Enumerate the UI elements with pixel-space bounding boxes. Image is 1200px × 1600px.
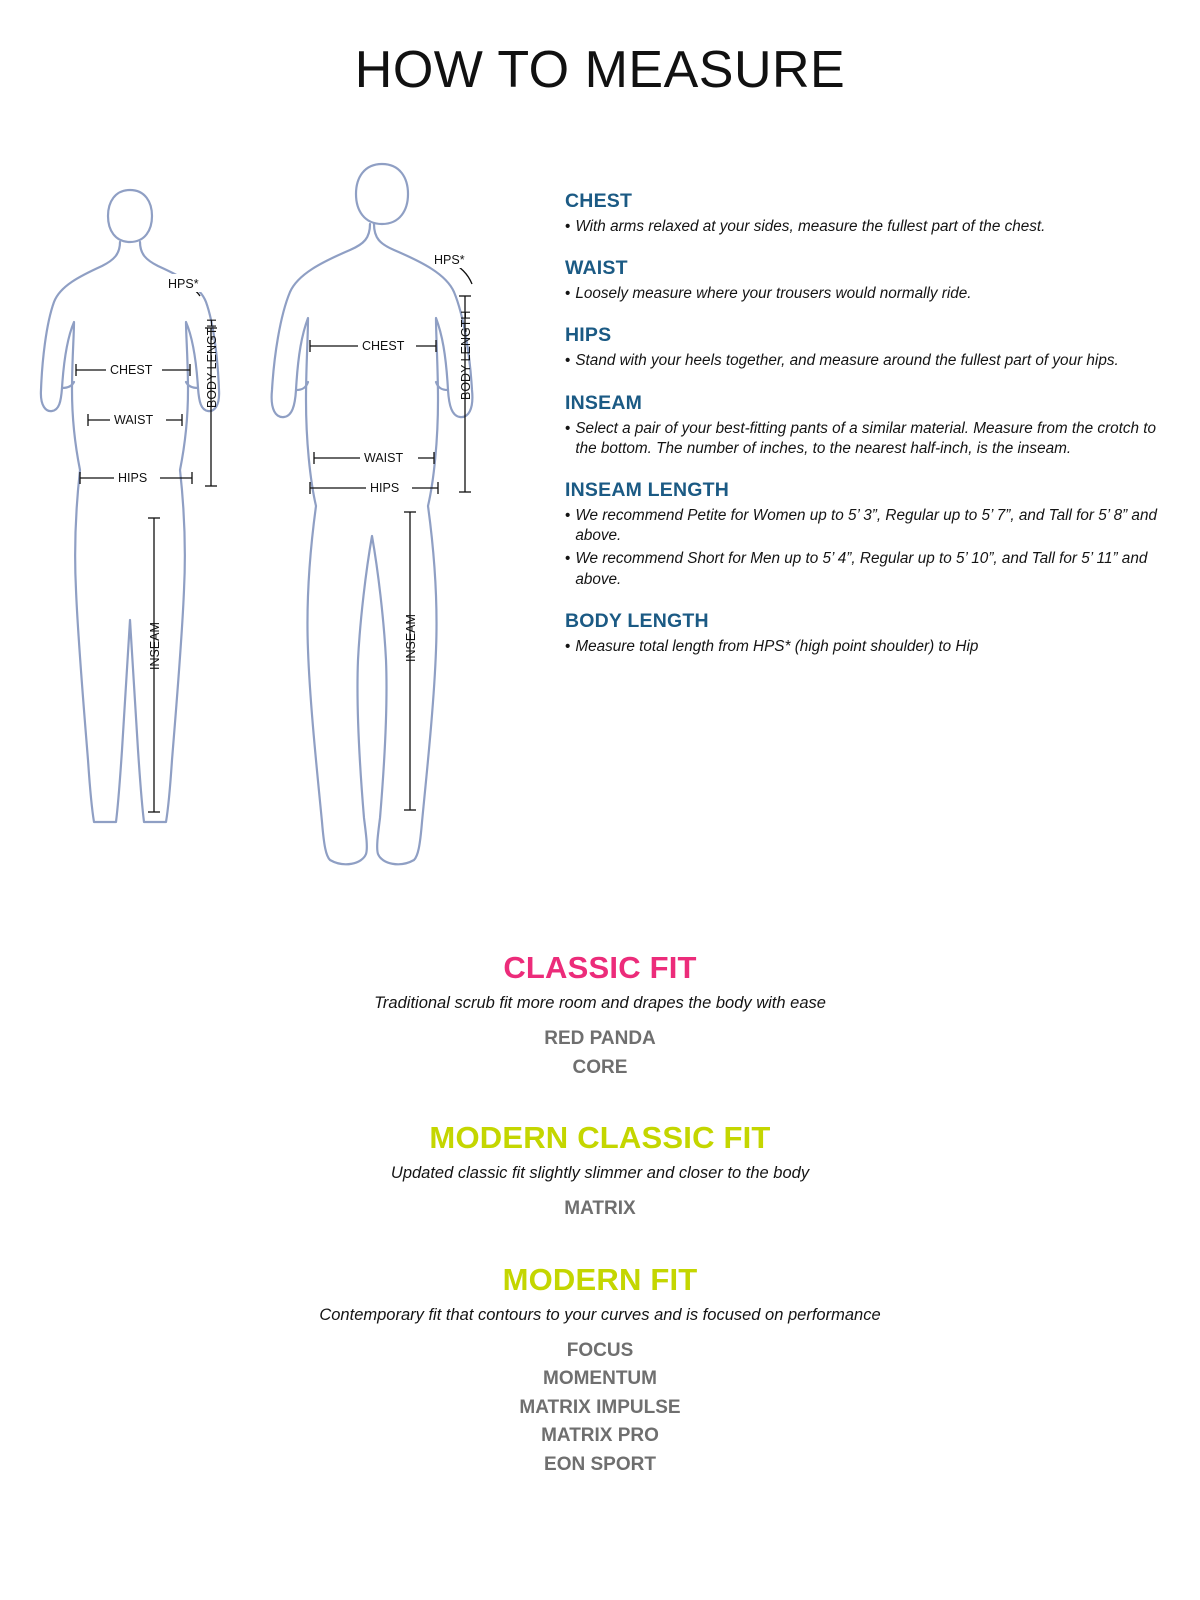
bullet-icon: •	[565, 285, 571, 303]
bullet-icon: •	[565, 637, 571, 655]
instruction-text: Stand with your heels together, and measure around the fullest part of your hips.	[575, 352, 1119, 370]
fit-product: MATRIX PRO	[541, 1425, 659, 1446]
fit-product: MATRIX IMPULSE	[519, 1396, 681, 1418]
instruction-block-inseam-length	[565, 479, 1175, 590]
male-figure-labels	[358, 250, 476, 662]
fit-title: MODERN CLASSIC FIT	[429, 1120, 771, 1155]
instruction-block-chest	[565, 190, 1175, 237]
instruction-item	[565, 637, 1175, 657]
instruction-text: With arms relaxed at your sides, measure the fullest part of the chest.	[575, 218, 1046, 235]
fit-block-modern	[0, 1262, 1200, 1480]
fit-product: MOMENTUM	[543, 1368, 657, 1389]
fit-product-list	[0, 1337, 1200, 1480]
fit-product: EON SPORT	[544, 1453, 656, 1475]
instruction-heading: INSEAM	[565, 391, 643, 414]
bullet-icon: •	[565, 419, 571, 437]
instruction-text: Select a pair of your best-fitting pants of a similar material. Measure from the crotch to the bottom. The number of inches, to the nearest half-inch, is the inseam.	[575, 419, 1157, 457]
measurement-figures	[10, 150, 540, 870]
page-title: HOW TO MEASURE	[354, 41, 846, 99]
instruction-text: Loosely measure where your trousers would normally ride.	[575, 285, 972, 303]
fit-description: Contemporary fit that contours to your curves and is focused on performance	[319, 1305, 881, 1324]
male-inseam-label: INSEAM	[404, 614, 418, 662]
female-figure-labels	[106, 274, 219, 670]
instruction-text: We recommend Short for Men up to 5’ 4”, Regular up to 5’ 10”, and Tall for 5’ 11” and above.	[575, 550, 1148, 588]
instruction-block-inseam	[565, 392, 1175, 459]
female-hips-label: HIPS	[118, 471, 148, 485]
male-figure-outline	[272, 164, 473, 864]
measurement-instructions	[565, 190, 1175, 677]
fit-product-list	[0, 1025, 1200, 1082]
male-hips-label: HIPS	[370, 481, 400, 495]
fit-title: MODERN FIT	[502, 1261, 698, 1297]
instruction-heading: WAIST	[565, 257, 628, 280]
fit-product: RED PANDA	[544, 1028, 656, 1049]
instruction-text: Measure total length from HPS* (high point shoulder) to Hip	[575, 637, 979, 655]
fit-title: CLASSIC FIT	[503, 950, 697, 985]
male-chest-label: CHEST	[362, 339, 405, 353]
female-waist-label: WAIST	[114, 413, 154, 427]
instruction-heading: HIPS	[565, 324, 612, 347]
fit-block-classic	[0, 950, 1200, 1082]
instruction-item	[565, 351, 1175, 371]
instruction-block-waist	[565, 257, 1175, 304]
instruction-item	[565, 506, 1175, 546]
male-body-length-label: BODY LENGTH	[459, 310, 473, 400]
male-hps-label: HPS*	[434, 253, 465, 267]
fit-description: Traditional scrub fit more room and drapes the body with ease	[374, 994, 826, 1012]
female-inseam-label: INSEAM	[148, 622, 162, 670]
instruction-item	[565, 419, 1175, 459]
instruction-item	[565, 284, 1175, 304]
bullet-icon: •	[565, 352, 571, 370]
instruction-block-body-length	[565, 610, 1175, 657]
fit-product: FOCUS	[566, 1339, 634, 1361]
bullet-icon: •	[565, 506, 571, 524]
instruction-item	[565, 549, 1175, 589]
instruction-block-hips	[565, 324, 1175, 371]
fit-product: MATRIX	[564, 1198, 636, 1219]
bullet-icon: •	[565, 218, 571, 235]
instruction-heading: INSEAM LENGTH	[565, 478, 730, 501]
female-hps-label: HPS*	[168, 277, 199, 291]
bullet-icon: •	[565, 550, 571, 568]
fit-types-section	[0, 950, 1200, 1517]
female-body-length-label: BODY LENGTH	[205, 318, 219, 408]
instruction-item	[565, 217, 1175, 237]
instruction-heading: CHEST	[565, 190, 633, 212]
fit-block-modern-classic	[0, 1120, 1200, 1224]
fit-description: Updated classic fit slightly slimmer and closer to the body	[390, 1164, 810, 1182]
instruction-text: We recommend Petite for Women up to 5’ 3”, Regular up to 5’ 7”, and Tall for 5’ 8” and above.	[575, 506, 1157, 545]
fit-product: CORE	[572, 1056, 628, 1078]
female-chest-label: CHEST	[110, 363, 153, 377]
fit-product-list	[0, 1195, 1200, 1224]
instruction-heading: BODY LENGTH	[565, 609, 709, 632]
male-waist-label: WAIST	[364, 451, 404, 465]
